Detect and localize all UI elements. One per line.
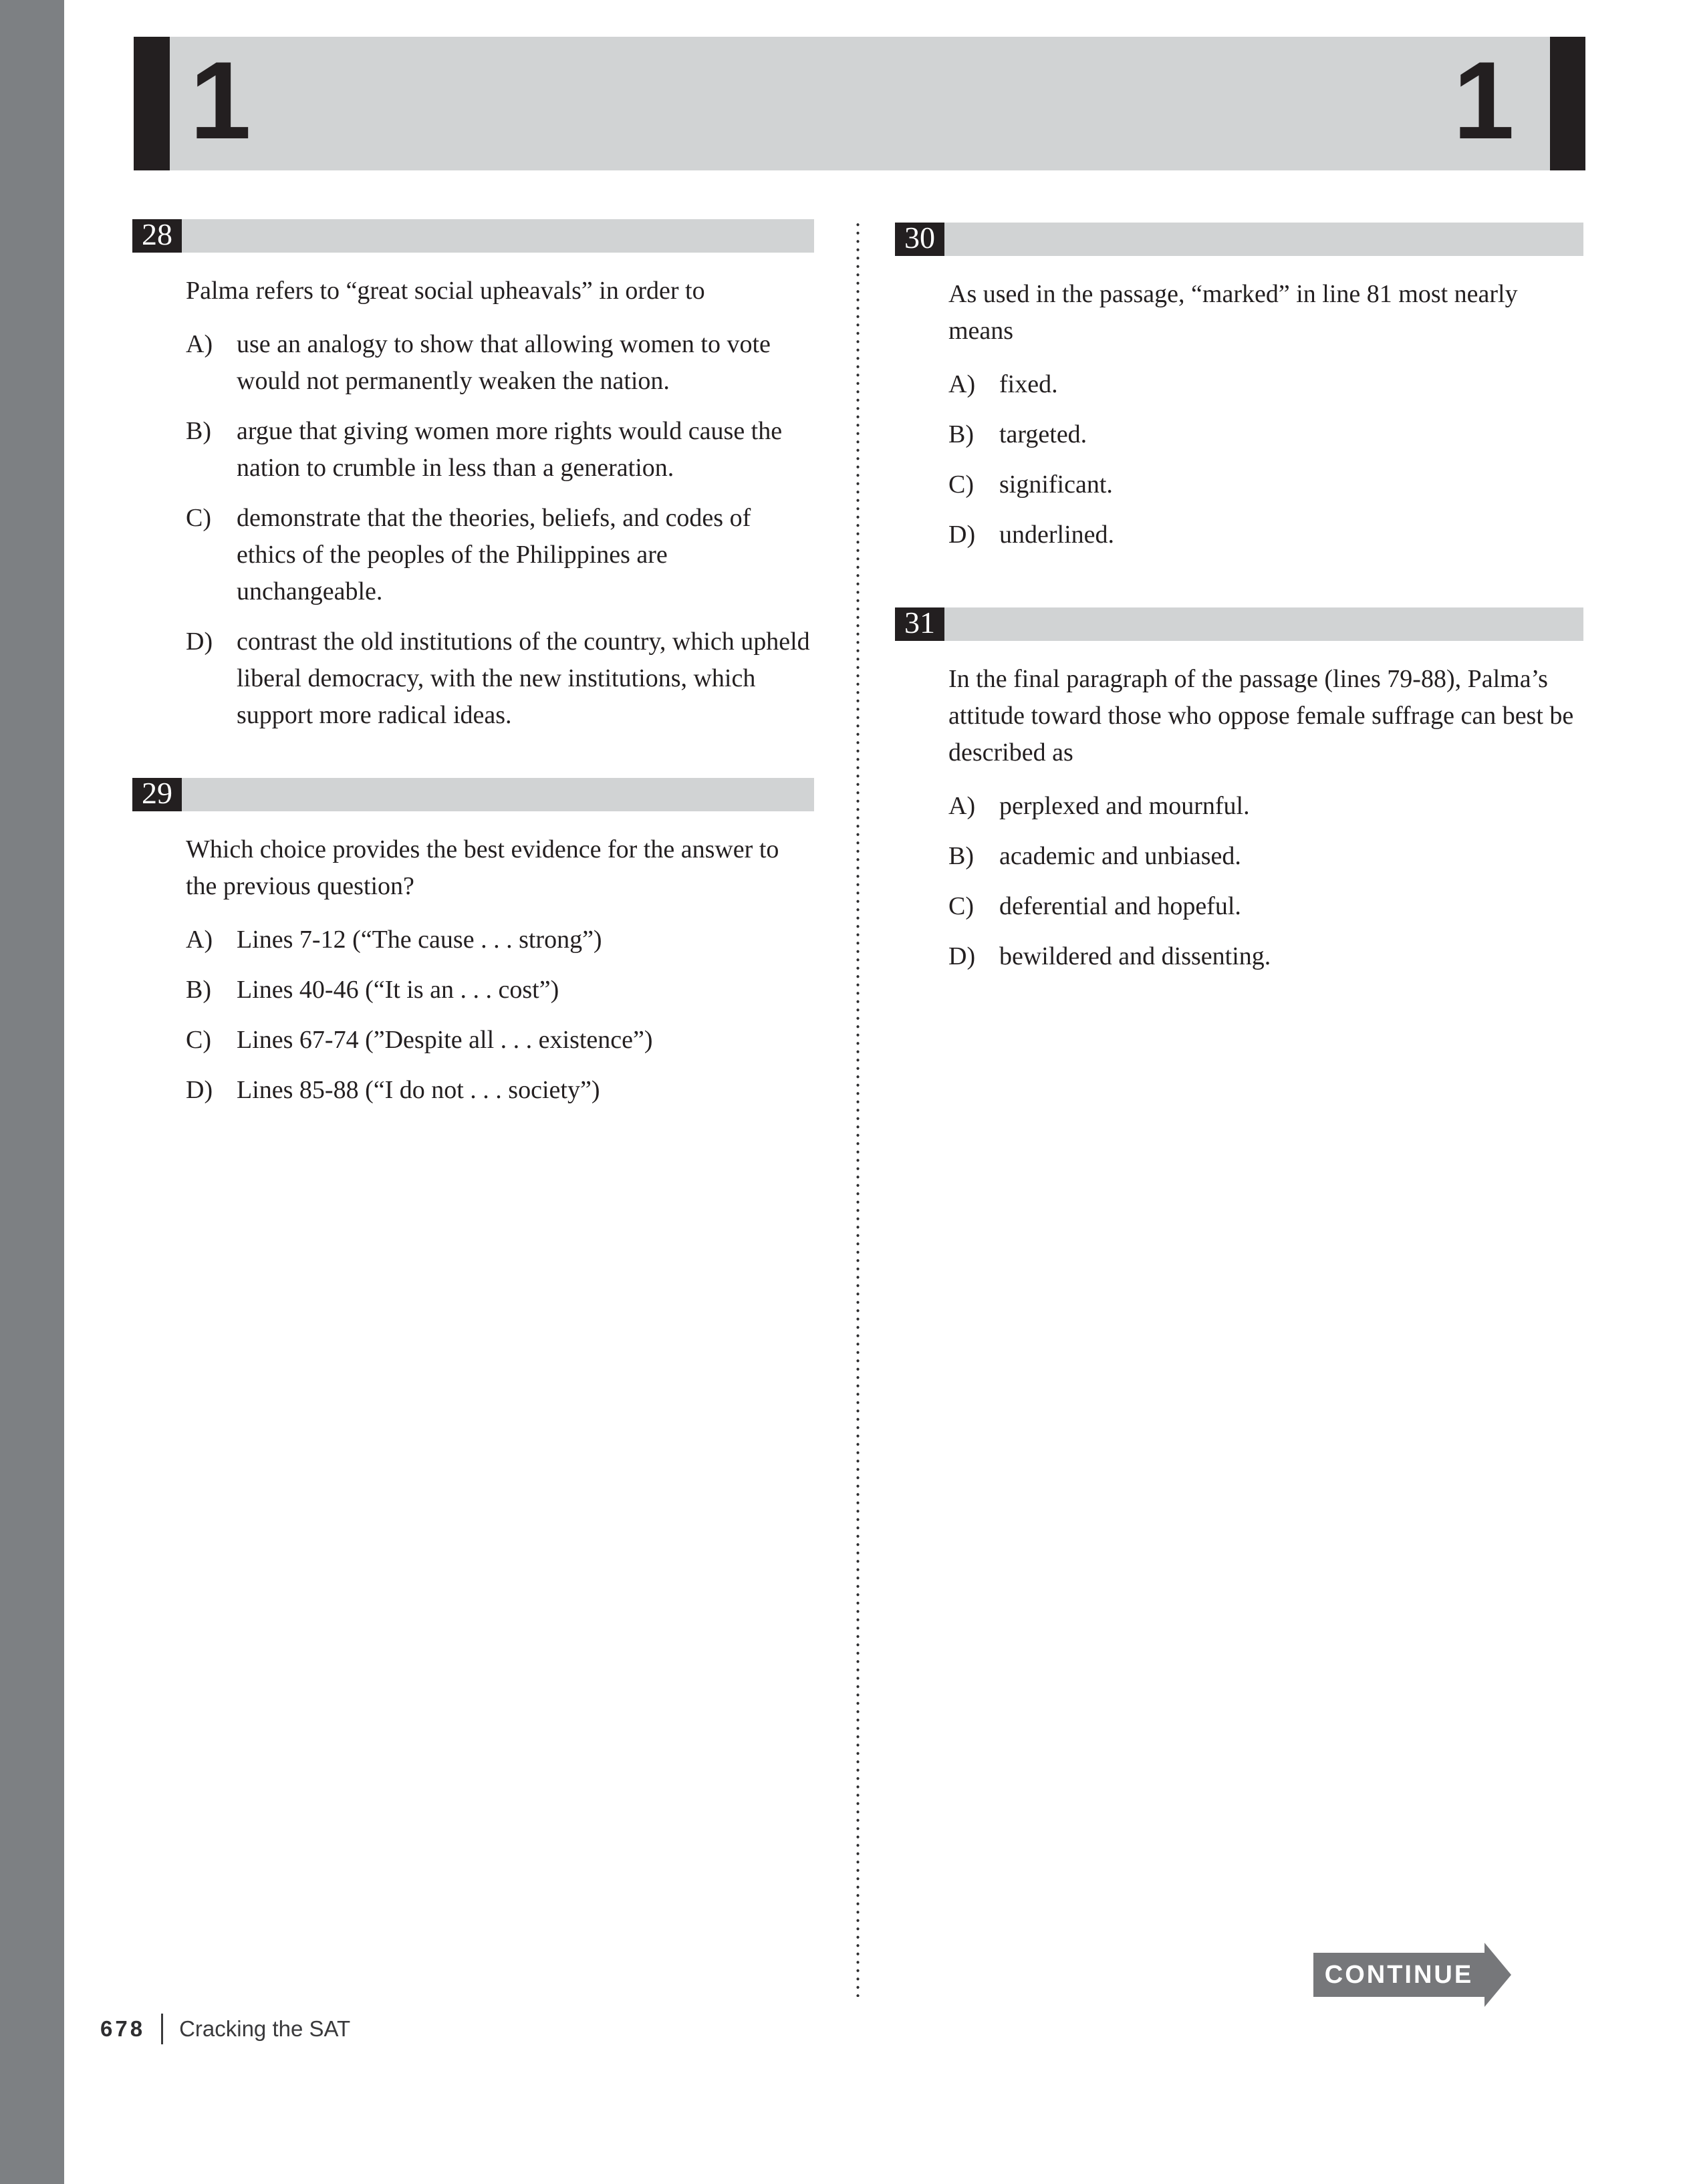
question-text: Which choice provides the best evidence for the answer to the previous question? bbox=[186, 835, 779, 900]
option-text: academic and unbiased. bbox=[999, 842, 1241, 870]
question-number: 29 bbox=[132, 778, 182, 811]
option-text: use an analogy to show that allowing women to vote would not permanently weaken the nation. bbox=[237, 330, 771, 395]
question-text: Palma refers to “great social upheavals” in order to bbox=[186, 277, 705, 305]
footer-divider bbox=[161, 2014, 163, 2044]
option-text: bewildered and dissenting. bbox=[999, 942, 1271, 970]
option-text: perplexed and mournful. bbox=[999, 792, 1250, 820]
header-left-black-bar bbox=[134, 37, 170, 170]
option-text: Lines 40-46 (“It is an . . . cost”) bbox=[237, 976, 559, 1004]
option-text: significant. bbox=[999, 470, 1113, 499]
question-29 bbox=[132, 778, 814, 1122]
question-content bbox=[186, 273, 814, 734]
option-text: targeted. bbox=[999, 420, 1087, 448]
question-number: 30 bbox=[895, 223, 944, 256]
answer-option bbox=[948, 838, 1583, 875]
option-text: Lines 67-74 (”Despite all . . . existence”) bbox=[237, 1026, 653, 1054]
book-title: Cracking the SAT bbox=[179, 2016, 351, 2041]
column-divider-dotted-line bbox=[856, 221, 860, 1997]
option-letter: D) bbox=[186, 628, 213, 656]
option-letter: A) bbox=[948, 370, 976, 398]
option-letter: D) bbox=[948, 942, 976, 970]
option-text: contrast the old institutions of the country, which upheld liberal democracy, with the new institutions, which support more radical ideas. bbox=[237, 628, 810, 729]
question-content bbox=[186, 831, 814, 1109]
option-letter: D) bbox=[186, 1076, 213, 1104]
option-letter: A) bbox=[186, 926, 213, 954]
answer-option bbox=[186, 1022, 814, 1059]
section-number-right: 1 bbox=[1453, 39, 1515, 162]
answer-option bbox=[948, 366, 1583, 403]
option-letter: C) bbox=[186, 504, 211, 532]
option-text: Lines 7-12 (“The cause . . . strong”) bbox=[237, 926, 602, 954]
answer-option bbox=[948, 788, 1583, 825]
section-number-left: 1 bbox=[190, 39, 251, 162]
option-text: demonstrate that the theories, beliefs, and codes of ethics of the peoples of the Philippines are unchangeable. bbox=[237, 504, 751, 605]
page-edge-strip bbox=[0, 0, 64, 2184]
continue-label: CONTINUE bbox=[1324, 1960, 1474, 1989]
option-text: Lines 85-88 (“I do not . . . society”) bbox=[237, 1076, 600, 1104]
question-header bbox=[132, 778, 814, 811]
option-letter: B) bbox=[186, 417, 211, 445]
continue-button[interactable] bbox=[1313, 1953, 1484, 1997]
question-header bbox=[895, 607, 1583, 641]
option-letter: C) bbox=[948, 892, 974, 920]
option-letter: B) bbox=[186, 976, 211, 1004]
option-letter: B) bbox=[948, 842, 974, 870]
answer-option bbox=[948, 517, 1583, 553]
question-header bbox=[132, 219, 814, 253]
option-text: deferential and hopeful. bbox=[999, 892, 1241, 920]
question-31 bbox=[895, 607, 1583, 988]
option-text: argue that giving women more rights would cause the nation to crumble in less than a generation. bbox=[237, 417, 783, 482]
option-letter: C) bbox=[948, 470, 974, 499]
header-right-black-bar bbox=[1550, 37, 1585, 170]
option-letter: C) bbox=[186, 1026, 211, 1054]
question-content bbox=[948, 661, 1583, 975]
option-letter: A) bbox=[948, 792, 976, 820]
page-number: 678 bbox=[100, 2016, 146, 2041]
option-text: underlined. bbox=[999, 521, 1115, 549]
question-header bbox=[895, 223, 1583, 256]
option-letter: A) bbox=[186, 330, 213, 358]
answer-option bbox=[186, 922, 814, 958]
question-content bbox=[948, 276, 1583, 553]
question-header-bar bbox=[944, 607, 1583, 641]
option-letter: D) bbox=[948, 521, 976, 549]
question-number: 28 bbox=[132, 219, 182, 253]
answer-option bbox=[948, 888, 1583, 925]
answer-option bbox=[186, 413, 814, 487]
question-header-bar bbox=[182, 778, 814, 811]
question-text: In the final paragraph of the passage (lines 79-88), Palma’s attitude toward those who oppose female suffrage can best be described as bbox=[948, 665, 1574, 767]
answer-option bbox=[186, 500, 814, 610]
option-text: fixed. bbox=[999, 370, 1058, 398]
question-28 bbox=[132, 219, 814, 747]
continue-arrow-icon bbox=[1484, 1943, 1511, 2007]
answer-option bbox=[186, 624, 814, 734]
question-text: As used in the passage, “marked” in line 81 most nearly means bbox=[948, 280, 1518, 345]
answer-option bbox=[186, 972, 814, 1008]
answer-option bbox=[186, 1072, 814, 1109]
question-header-bar bbox=[944, 223, 1583, 256]
question-number: 31 bbox=[895, 607, 944, 641]
question-header-bar bbox=[182, 219, 814, 253]
answer-option bbox=[948, 466, 1583, 503]
page-footer bbox=[100, 2013, 350, 2045]
answer-option bbox=[186, 326, 814, 400]
section-header-band bbox=[134, 37, 1585, 170]
answer-option bbox=[948, 416, 1583, 453]
answer-option bbox=[948, 938, 1583, 975]
question-30 bbox=[895, 223, 1583, 567]
option-letter: B) bbox=[948, 420, 974, 448]
